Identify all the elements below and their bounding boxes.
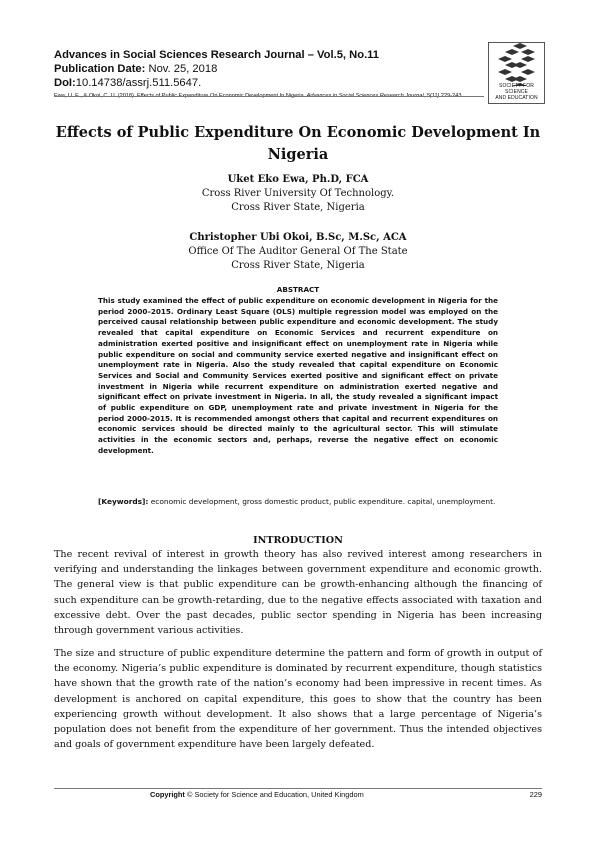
publication-date-value: Nov. 25, 2018 (148, 63, 218, 75)
author-2 (54, 231, 542, 273)
doi-label: DoI: (54, 77, 76, 89)
introduction-paragraph-1: The recent revival of interest in growth theory has also revived interest among researchers in verifying and understanding the linkages between government expenditure and economic growth. The general view is that public expenditure can be growth-enhancing although the financing of such expenditure can be growth-retarding, due to the negative effects associated with taxation and excessive debt. Over the past decades, public sector spending in Nigeria has been increasing through government various activities. (54, 549, 542, 637)
author-location: Cross River State, Nigeria (231, 260, 365, 271)
author-1 (54, 173, 542, 215)
paper-title (54, 122, 542, 166)
author-name: Uket Eko Ewa, Ph.D, FCA (227, 174, 369, 185)
abstract-text: This study examined the effect of public expenditure on economic development in Nigeria for the period 2000–2015. Ordinary Least Square (OLS) multiple regression model was employed on the perceived causal relationship between public expenditure and economic development. The study revealed that capital expenditure on Economic Services and recurrent expenditure on administration exerted positive and insignificant effect on unemployment rate in Nigeria while public expenditure on social and community service exerted negative and insignificant effect on unemployment rate in Nigeria. Also the study revealed that capital expenditure on Economic Services and Social and Community Services exerted positive and significant effect on private investment in Nigeria while recurrent expenditure on administration exerted negative and significant effect on private investment in Nigeria. In all, the study revealed a significant impact of public expenditure on GDP, unemployment rate and private investment in Nigeria for the period 2000-2015. It is recommended amongst others that capital and recurrent expenditures on economic services should be directed mainly to the agricultural sector. This will stimulate activities in the economic sectors and, perhaps, reverse the negative effect on economic development. (98, 296, 498, 455)
introduction-paragraph-2: The size and structure of public expenditure determine the pattern and form of growth in output of the economy. Nigeria’s public expenditure is dominated by recurrent expenditure, though statistics have shown that the growth rate of the nation’s economy had been impressive in recent times. As development is anchored on capital expenditure, this goes to show that the country has been experiencing growth without development. It also shows that a large percentage of Nigeria’s population does not benefit from the expenditure of her government. Thus the intended objectives and goals of government expenditure have been largely defeated. (54, 648, 542, 751)
footer-divider (54, 788, 542, 789)
publication-date-label: Publication Date: (54, 63, 146, 75)
publication-date (54, 62, 474, 76)
author-name: Christopher Ubi Okoi, B.Sc, M.Sc, ACA (189, 232, 407, 243)
header-divider (54, 96, 484, 97)
logo-caption-line1: SOCIETY FOR SCIENCE (499, 83, 534, 95)
keywords (98, 496, 498, 507)
copyright-text: © Society for Science and Education, United Kingdom (186, 790, 364, 799)
introduction-heading: INTRODUCTION (253, 535, 343, 546)
keywords-text: economic development, gross domestic product, public expenditure. capital, unemployment. (150, 497, 496, 506)
citation-pages: 229-243. (440, 93, 463, 99)
doi-value[interactable]: 10.14738/assrj.511.5647. (75, 77, 202, 89)
copyright-label: Copyright (150, 790, 185, 799)
paper-title-line2: Nigeria (267, 146, 329, 163)
author-affiliation: Cross River University Of Technology. (201, 188, 395, 199)
citation-journal: Advances in Social Sciences Research Journal, 5(11) (306, 93, 440, 99)
sse-logo-icon (489, 43, 544, 87)
journal-header (54, 48, 474, 100)
journal-name: Advances in Social Sciences Research Journal – Vol.5, No.11 (54, 49, 379, 61)
page-number: 229 (529, 790, 542, 799)
author-location: Cross River State, Nigeria (231, 202, 365, 213)
doi (54, 76, 474, 90)
abstract-heading: ABSTRACT (276, 285, 320, 294)
logo-caption-line2: AND EDUCATION (495, 95, 538, 101)
copyright (150, 790, 364, 799)
logo-caption (489, 83, 544, 101)
keywords-label: [Keywords]: (98, 497, 149, 506)
society-logo (488, 42, 545, 104)
paper-title-line1: Effects of Public Expenditure On Economic Development In (55, 124, 541, 141)
author-affiliation: Office Of The Auditor General Of The State (188, 246, 408, 257)
citation-text: Ewa, U. E., & Okoi, C. U. (2018). Effects of Public Expenditure On Economic Development In Nigeria. (54, 93, 306, 99)
